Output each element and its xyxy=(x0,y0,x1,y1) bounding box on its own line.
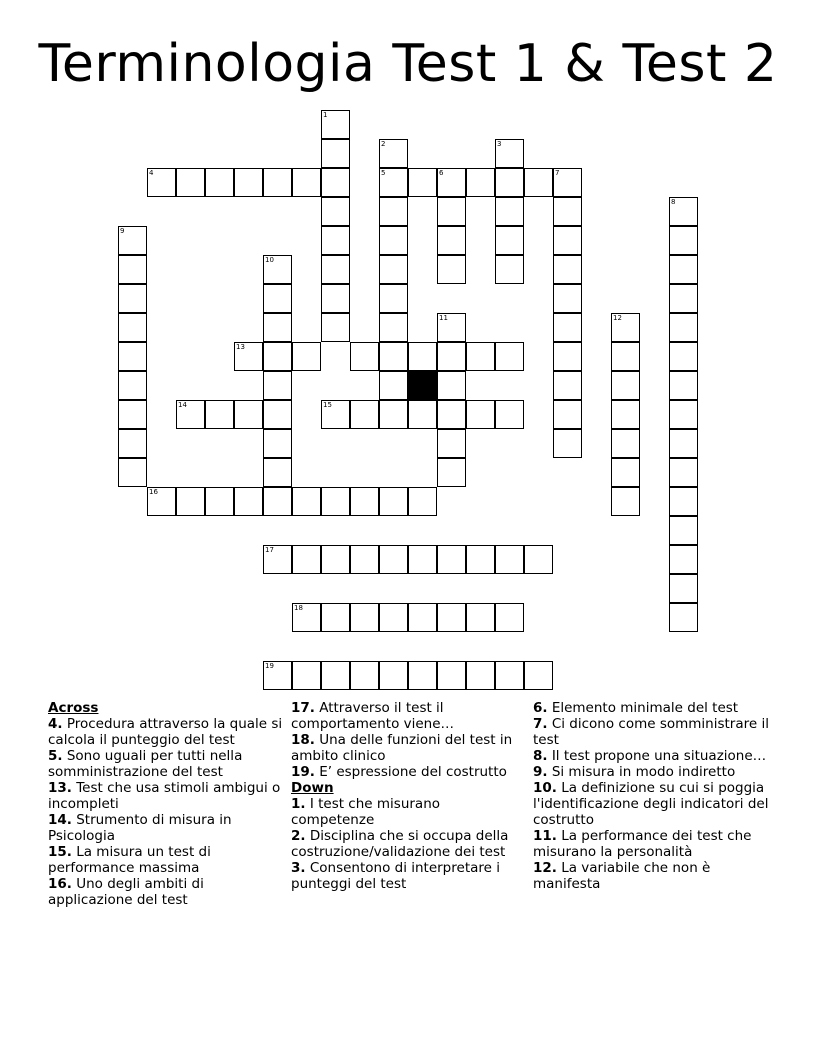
grid-cell[interactable] xyxy=(263,313,292,342)
grid-cell[interactable] xyxy=(379,371,408,400)
grid-cell[interactable] xyxy=(379,342,408,371)
grid-cell[interactable] xyxy=(379,661,408,690)
grid-cell[interactable] xyxy=(321,400,350,429)
clue-text: Strumento di misura in Psicologia xyxy=(48,812,232,844)
clue-number: 2 xyxy=(381,140,386,148)
clue-number: 11 xyxy=(439,314,448,322)
grid-cell[interactable] xyxy=(379,545,408,574)
grid-cell[interactable] xyxy=(495,545,524,574)
grid-cell[interactable] xyxy=(321,226,350,255)
clue-number-label: 9. xyxy=(533,764,548,780)
clue-number-label: 19. xyxy=(291,764,315,780)
grid-cell[interactable] xyxy=(263,400,292,429)
grid-cell[interactable] xyxy=(466,168,495,197)
clue-number-label: 2. xyxy=(291,828,306,844)
grid-cell[interactable] xyxy=(205,487,234,516)
grid-cell[interactable] xyxy=(379,487,408,516)
grid-cell[interactable] xyxy=(669,400,698,429)
clue xyxy=(48,844,284,876)
grid-cell[interactable] xyxy=(669,429,698,458)
down-clue-list-continued xyxy=(533,700,769,892)
clue-number-label: 17. xyxy=(291,700,315,716)
grid-cell[interactable] xyxy=(408,603,437,632)
clue xyxy=(533,700,769,716)
grid-cell[interactable] xyxy=(205,400,234,429)
clue xyxy=(533,828,769,860)
grid-cell[interactable] xyxy=(437,168,466,197)
grid-cell[interactable] xyxy=(292,487,321,516)
grid-cell[interactable] xyxy=(379,197,408,226)
clues-column-3 xyxy=(533,700,769,892)
grid-cell[interactable] xyxy=(350,487,379,516)
clue-text: La misura un test di performance massima xyxy=(48,844,211,876)
grid-cell[interactable] xyxy=(408,487,437,516)
grid-cell[interactable] xyxy=(292,661,321,690)
grid-cell[interactable] xyxy=(611,400,640,429)
grid-cell[interactable] xyxy=(118,342,147,371)
clue-number-label: 6. xyxy=(533,700,548,716)
clue-text: Ci dicono come somministrare il test xyxy=(533,716,769,748)
grid-cell[interactable] xyxy=(553,197,582,226)
grid-cell[interactable] xyxy=(437,545,466,574)
down-heading: Down xyxy=(291,780,334,796)
grid-cell[interactable] xyxy=(379,603,408,632)
grid-cell[interactable] xyxy=(495,197,524,226)
clue xyxy=(291,732,527,764)
grid-cell[interactable] xyxy=(350,603,379,632)
clue-number-label: 3. xyxy=(291,860,306,876)
clue-number-label: 4. xyxy=(48,716,63,732)
grid-cell[interactable] xyxy=(263,429,292,458)
grid-cell[interactable] xyxy=(147,168,176,197)
grid-cell[interactable] xyxy=(234,342,263,371)
clue-number: 18 xyxy=(294,604,303,612)
grid-cell[interactable] xyxy=(495,139,524,168)
grid-cell[interactable] xyxy=(118,429,147,458)
grid-cell[interactable] xyxy=(118,313,147,342)
grid-cell[interactable] xyxy=(553,313,582,342)
grid-cell[interactable] xyxy=(495,400,524,429)
clue-number-label: 16. xyxy=(48,876,72,892)
grid-cell[interactable] xyxy=(292,342,321,371)
grid-cell[interactable] xyxy=(263,545,292,574)
clue-number-label: 15. xyxy=(48,844,72,860)
clue-number: 12 xyxy=(613,314,622,322)
grid-cell[interactable] xyxy=(466,603,495,632)
clue-number: 13 xyxy=(236,343,245,351)
clue-number-label: 5. xyxy=(48,748,63,764)
clue-number-label: 10. xyxy=(533,780,557,796)
grid-cell[interactable] xyxy=(263,371,292,400)
clue-text: Consentono di interpretare i punteggi del test xyxy=(291,860,500,892)
grid-cell[interactable] xyxy=(553,400,582,429)
grid-cell[interactable] xyxy=(379,168,408,197)
grid-cell[interactable] xyxy=(263,458,292,487)
grid-cell[interactable] xyxy=(321,545,350,574)
clue-number: 1 xyxy=(323,111,328,119)
clue xyxy=(48,812,284,844)
grid-cell[interactable] xyxy=(408,661,437,690)
clue xyxy=(291,700,527,732)
puzzle-title: Terminologia Test 1 & Test 2 xyxy=(38,34,778,94)
grid-cell[interactable] xyxy=(118,458,147,487)
grid-cell[interactable] xyxy=(234,168,263,197)
grid-cell[interactable] xyxy=(495,603,524,632)
grid-cell[interactable] xyxy=(437,661,466,690)
clue-number-label: 14. xyxy=(48,812,72,828)
grid-cell[interactable] xyxy=(466,661,495,690)
grid-cell[interactable] xyxy=(611,458,640,487)
grid-cell[interactable] xyxy=(321,603,350,632)
clue-text: La variabile che non è manifesta xyxy=(533,860,711,892)
grid-cell[interactable] xyxy=(524,545,553,574)
clue-number-label: 11. xyxy=(533,828,557,844)
grid-cell[interactable] xyxy=(321,487,350,516)
grid-cell[interactable] xyxy=(553,342,582,371)
clue xyxy=(291,860,527,892)
clue xyxy=(48,716,284,748)
grid-cell[interactable] xyxy=(321,168,350,197)
grid-cell[interactable] xyxy=(321,661,350,690)
grid-cell[interactable] xyxy=(321,197,350,226)
grid-cell[interactable] xyxy=(321,255,350,284)
grid-cell[interactable] xyxy=(176,168,205,197)
grid-cell[interactable] xyxy=(611,487,640,516)
grid-cell[interactable] xyxy=(669,545,698,574)
clue xyxy=(533,764,769,780)
clue xyxy=(533,780,769,828)
clue-text: Una delle funzioni del test in ambito clinico xyxy=(291,732,513,764)
grid-cell[interactable] xyxy=(321,139,350,168)
across-heading: Across xyxy=(48,700,99,716)
grid-cell[interactable] xyxy=(292,168,321,197)
grid-cell[interactable] xyxy=(669,574,698,603)
grid-cell[interactable] xyxy=(118,284,147,313)
grid-cell[interactable] xyxy=(553,168,582,197)
clue xyxy=(291,796,527,828)
grid-cell[interactable] xyxy=(437,342,466,371)
grid-cell[interactable] xyxy=(611,313,640,342)
grid-cell[interactable] xyxy=(553,284,582,313)
clue-number: 17 xyxy=(265,546,274,554)
grid-cell[interactable] xyxy=(466,545,495,574)
clue-number: 5 xyxy=(381,169,386,177)
grid-cell[interactable] xyxy=(669,603,698,632)
grid-cell[interactable] xyxy=(611,429,640,458)
clue-text: E’ espressione del costrutto xyxy=(314,764,507,780)
grid-cell[interactable] xyxy=(669,226,698,255)
clue-text: Elemento minimale del test xyxy=(547,700,739,716)
clue-text: Il test propone una situazione… xyxy=(547,748,767,764)
grid-cell[interactable] xyxy=(118,400,147,429)
grid-cell[interactable] xyxy=(379,313,408,342)
grid-cell[interactable] xyxy=(669,313,698,342)
grid-cell[interactable] xyxy=(350,342,379,371)
grid-cell[interactable] xyxy=(437,371,466,400)
grid-cell[interactable] xyxy=(379,255,408,284)
grid-cell[interactable] xyxy=(669,284,698,313)
clue xyxy=(48,876,284,908)
grid-cell[interactable] xyxy=(495,342,524,371)
grid-cell[interactable] xyxy=(321,313,350,342)
clues-column-2 xyxy=(291,700,527,892)
grid-cell[interactable] xyxy=(553,255,582,284)
clue-text: Si misura in modo indiretto xyxy=(547,764,736,780)
clues-column-1 xyxy=(48,700,284,908)
grid-cell[interactable] xyxy=(379,139,408,168)
grid-cell[interactable] xyxy=(118,226,147,255)
grid-cell[interactable] xyxy=(669,342,698,371)
clue-number-label: 18. xyxy=(291,732,315,748)
clue-text: Disciplina che si occupa della costruzione/validazione dei test xyxy=(291,828,509,860)
clue-number-label: 8. xyxy=(533,748,548,764)
clue-number: 9 xyxy=(120,227,125,235)
clue-number: 15 xyxy=(323,401,332,409)
grid-cell[interactable] xyxy=(495,168,524,197)
clue-text: La definizione su cui si poggia l'identificazione degli indicatori del costrutto xyxy=(533,780,769,828)
clue-text: Attraverso il test il comportamento viene… xyxy=(291,700,455,732)
clue xyxy=(48,780,284,812)
grid-cell[interactable] xyxy=(234,487,263,516)
grid-cell[interactable] xyxy=(437,226,466,255)
clue-number: 6 xyxy=(439,169,444,177)
clue xyxy=(533,860,769,892)
grid-cell[interactable] xyxy=(669,371,698,400)
grid-cell[interactable] xyxy=(292,603,321,632)
grid-cell[interactable] xyxy=(321,110,350,139)
clue-number-label: 12. xyxy=(533,860,557,876)
grid-cell[interactable] xyxy=(669,516,698,545)
clue-number: 7 xyxy=(555,169,560,177)
grid-cell[interactable] xyxy=(263,487,292,516)
grid-cell[interactable] xyxy=(611,371,640,400)
across-clue-list xyxy=(48,716,284,908)
grid-cell[interactable] xyxy=(379,284,408,313)
grid-cell[interactable] xyxy=(263,342,292,371)
grid-cell[interactable] xyxy=(437,603,466,632)
grid-cell[interactable] xyxy=(379,400,408,429)
clue-text: Test che usa stimoli ambigui o incompleti xyxy=(48,780,281,812)
clue-number: 4 xyxy=(149,169,154,177)
clue xyxy=(533,748,769,764)
grid-cell[interactable] xyxy=(350,400,379,429)
grid-cell[interactable] xyxy=(611,342,640,371)
grid-cell[interactable] xyxy=(408,400,437,429)
grid-cell[interactable] xyxy=(553,371,582,400)
grid-cell[interactable] xyxy=(263,284,292,313)
clue-number-label: 13. xyxy=(48,780,72,796)
grid-cell[interactable] xyxy=(205,168,234,197)
grid-cell[interactable] xyxy=(553,226,582,255)
clue-number: 14 xyxy=(178,401,187,409)
grid-cell[interactable] xyxy=(263,661,292,690)
clue-text: La performance dei test che misurano la personalità xyxy=(533,828,752,860)
clue-number: 19 xyxy=(265,662,274,670)
grid-cell[interactable] xyxy=(408,168,437,197)
grid-cell[interactable] xyxy=(263,168,292,197)
grid-cell[interactable] xyxy=(437,313,466,342)
grid-cell[interactable] xyxy=(408,342,437,371)
grid-cell[interactable] xyxy=(147,487,176,516)
clue-number-label: 1. xyxy=(291,796,306,812)
grid-cell[interactable] xyxy=(524,661,553,690)
clue xyxy=(291,764,527,780)
grid-cell[interactable] xyxy=(321,284,350,313)
grid-cell[interactable] xyxy=(118,371,147,400)
grid-cell[interactable] xyxy=(437,197,466,226)
grid-cell[interactable] xyxy=(437,429,466,458)
across-clue-list-continued xyxy=(291,700,527,780)
down-clue-list xyxy=(291,796,527,892)
grid-cell[interactable] xyxy=(437,400,466,429)
grid-cell[interactable] xyxy=(669,487,698,516)
grid-cell[interactable] xyxy=(466,342,495,371)
grid-cell[interactable] xyxy=(350,545,379,574)
grid-cell[interactable] xyxy=(176,487,205,516)
grid-cell[interactable] xyxy=(669,197,698,226)
clue-number-label: 7. xyxy=(533,716,548,732)
grid-cell[interactable] xyxy=(292,545,321,574)
clue-number: 10 xyxy=(265,256,274,264)
grid-cell[interactable] xyxy=(669,458,698,487)
clue xyxy=(291,828,527,860)
grid-cell[interactable] xyxy=(379,226,408,255)
grid-cell[interactable] xyxy=(495,226,524,255)
clue-number: 3 xyxy=(497,140,502,148)
clue-text: Uno degli ambiti di applicazione del test xyxy=(48,876,204,908)
clue-number: 8 xyxy=(671,198,676,206)
clue-number: 16 xyxy=(149,488,158,496)
grid-cell[interactable] xyxy=(176,400,205,429)
clue xyxy=(533,716,769,748)
grid-cell[interactable] xyxy=(118,255,147,284)
clue-text: I test che misurano competenze xyxy=(291,796,441,828)
grid-cell[interactable] xyxy=(524,168,553,197)
grid-cell[interactable] xyxy=(495,661,524,690)
grid-cell[interactable] xyxy=(350,661,379,690)
grid-cell[interactable] xyxy=(234,400,263,429)
grid-cell[interactable] xyxy=(437,255,466,284)
grid-cell[interactable] xyxy=(263,255,292,284)
clue-text: Sono uguali per tutti nella somministrazione del test xyxy=(48,748,243,780)
grid-cell[interactable] xyxy=(437,458,466,487)
clue xyxy=(48,748,284,780)
grid-cell[interactable] xyxy=(669,255,698,284)
clue-text: Procedura attraverso la quale si calcola il punteggio del test xyxy=(48,716,283,748)
grid-cell[interactable] xyxy=(495,255,524,284)
blocked-cell xyxy=(408,371,437,400)
grid-cell[interactable] xyxy=(408,545,437,574)
grid-cell[interactable] xyxy=(553,429,582,458)
grid-cell[interactable] xyxy=(466,400,495,429)
